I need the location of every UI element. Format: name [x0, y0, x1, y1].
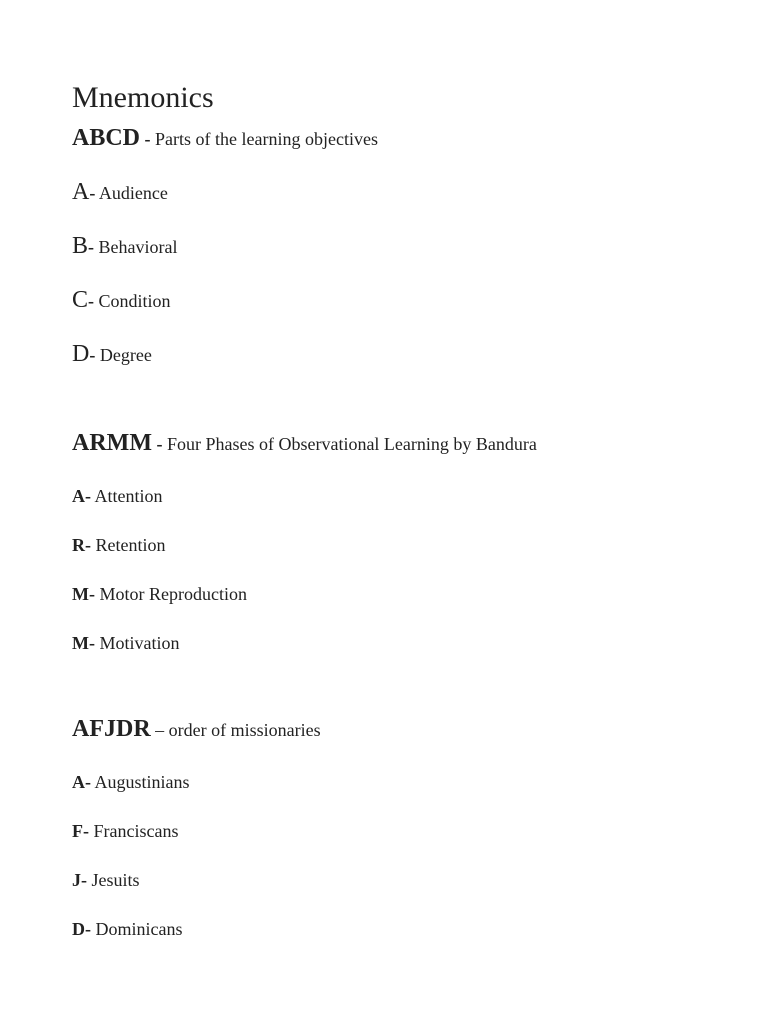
item-text: Condition [94, 291, 171, 311]
item-text: Augustinians [91, 772, 190, 792]
list-item [72, 288, 171, 313]
item-letter: M [72, 633, 89, 653]
item-dash: - [85, 535, 91, 555]
section-description: Parts of the learning objectives [155, 129, 378, 149]
list-item [72, 770, 190, 794]
list-item [72, 342, 152, 367]
item-text: Retention [91, 535, 166, 555]
item-letter: A [72, 486, 85, 506]
item-text: Motivation [95, 633, 180, 653]
separator: - [151, 434, 167, 454]
separator: – [150, 720, 169, 740]
item-letter: M [72, 584, 89, 604]
item-letter: J [72, 870, 81, 890]
item-text: Degree [95, 345, 152, 365]
item-dash: - [88, 291, 95, 311]
item-letter: R [72, 535, 85, 555]
acronym: ABCD [72, 125, 141, 151]
list-item [72, 484, 163, 508]
item-letter: F [72, 821, 83, 841]
list-item [72, 917, 183, 941]
item-text: Jesuits [87, 870, 140, 890]
item-dash: - [83, 821, 89, 841]
section-heading-armm [72, 430, 537, 457]
item-dash: - [85, 772, 91, 792]
item-dash: - [81, 870, 87, 890]
item-dash: - [89, 584, 95, 604]
acronym: ARMM [72, 430, 152, 456]
list-item [72, 234, 178, 259]
section-description: Four Phases of Observational Learning by Bandura [166, 434, 537, 454]
separator: - [140, 129, 156, 149]
item-dash: - [88, 237, 95, 257]
item-dash: - [89, 633, 95, 653]
item-text: Audience [95, 183, 168, 203]
item-letter: A [72, 772, 85, 792]
acronym: AFJDR [72, 716, 151, 742]
item-dash: - [85, 486, 91, 506]
list-item [72, 631, 180, 655]
item-letter: A [72, 179, 90, 205]
list-item [72, 582, 247, 606]
page-title: Mnemonics [72, 81, 214, 114]
item-text: Behavioral [94, 237, 178, 257]
section-description: order of missionaries [168, 720, 321, 740]
item-dash: - [89, 183, 96, 203]
section-heading-afjdr [72, 716, 321, 743]
item-text: Dominicans [91, 919, 183, 939]
section-heading-abcd [72, 125, 378, 152]
item-letter: D [72, 341, 90, 367]
list-item [72, 533, 166, 557]
item-dash: - [89, 345, 96, 365]
item-text: Attention [91, 486, 163, 506]
item-dash: - [85, 919, 91, 939]
item-letter: B [72, 233, 89, 259]
item-text: Franciscans [89, 821, 179, 841]
item-letter: D [72, 919, 85, 939]
list-item [72, 868, 140, 892]
list-item [72, 819, 178, 843]
item-letter: C [72, 287, 89, 313]
item-text: Motor Reproduction [95, 584, 247, 604]
list-item [72, 180, 168, 205]
